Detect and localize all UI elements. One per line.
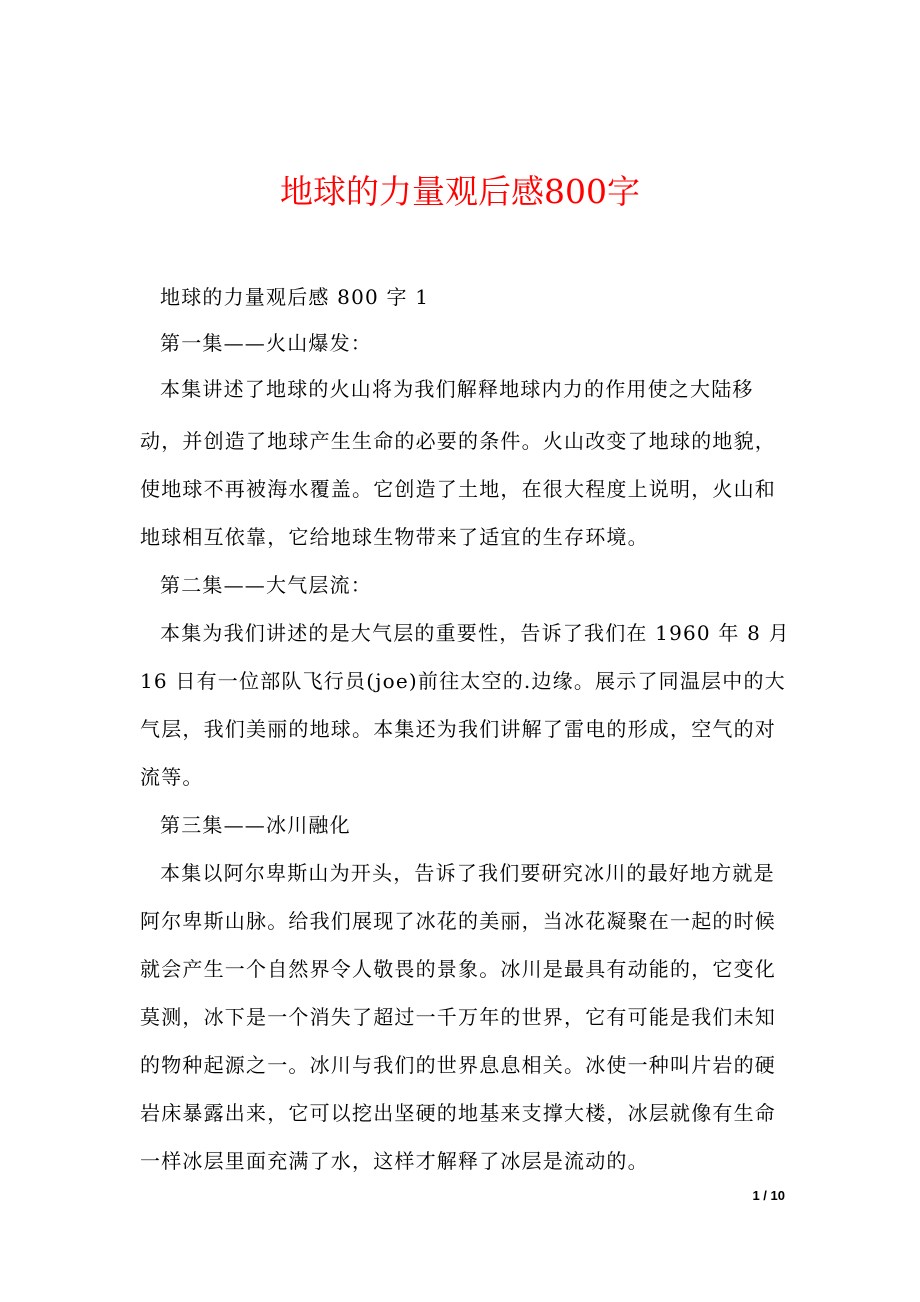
- paragraph-line: 就会产生一个自然界令人敬畏的景象。冰川是最具有动能的，它变化: [140, 957, 776, 981]
- episode-heading: 第一集——火山爆发：: [160, 331, 372, 355]
- paragraph-line: 地球相互依靠，它给地球生物带来了适宜的生存环境。: [140, 525, 649, 549]
- paragraph-line: 一样冰层里面充满了水，这样才解释了冰层是流动的。: [140, 1149, 649, 1173]
- page-number: 1 / 10: [752, 1188, 785, 1203]
- paragraph-line: 莫测，冰下是一个消失了超过一千万年的世界，它有可能是我们未知: [140, 1005, 776, 1029]
- paragraph-line: 本集以阿尔卑斯山为开头，告诉了我们要研究冰川的最好地方就是: [160, 861, 775, 885]
- paragraph-line: 流等。: [140, 765, 204, 789]
- paragraph-line: 岩床暴露出来，它可以挖出坚硬的地基来支撑大楼，冰层就像有生命: [140, 1101, 776, 1125]
- paragraph-line: 动，并创造了地球产生生命的必要的条件。火山改变了地球的地貌，: [140, 429, 776, 453]
- paragraph-line: 气层，我们美丽的地球。本集还为我们讲解了雷电的形成，空气的对: [140, 717, 776, 741]
- document-title: 地球的力量观后感800字: [280, 172, 640, 212]
- episode-heading: 第二集——大气层流：: [160, 573, 372, 597]
- paragraph-line: 阿尔卑斯山脉。给我们展现了冰花的美丽，当冰花凝聚在一起的时候: [140, 909, 776, 933]
- paragraph-line: 本集讲述了地球的火山将为我们解释地球内力的作用使之大陆移: [160, 377, 754, 401]
- paragraph-line: 的物种起源之一。冰川与我们的世界息息相关。冰使一种叫片岩的硬: [140, 1053, 776, 1077]
- episode-heading: 第三集——冰川融化: [160, 813, 351, 837]
- paragraph-line: 本集为我们讲述的是大气层的重要性，告诉了我们在 1960 年 8 月: [160, 621, 790, 645]
- paragraph-line: 16 日有一位部队飞行员(joe)前往太空的.边缘。展示了同温层中的大: [140, 669, 786, 693]
- paragraph-line: 使地球不再被海水覆盖。它创造了土地，在很大程度上说明，火山和: [140, 477, 776, 501]
- section-heading: 地球的力量观后感 800 字 1: [160, 285, 430, 309]
